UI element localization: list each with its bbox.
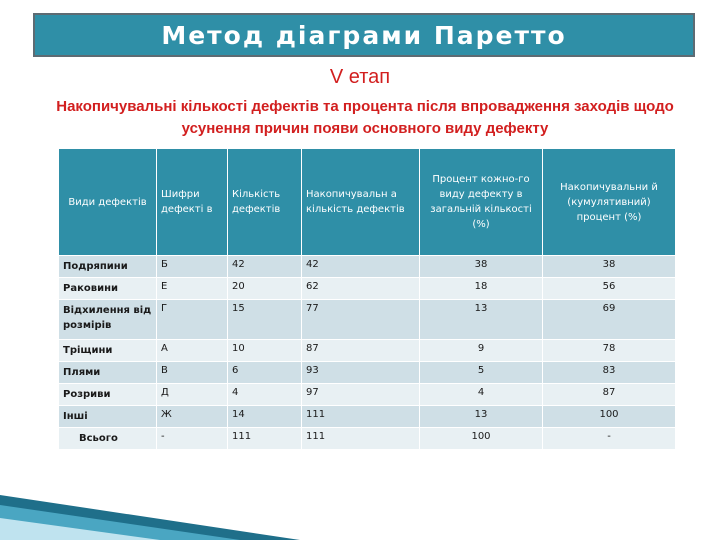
cell-defect-code: Д: [157, 384, 228, 406]
slide-title: Метод діаграми Паретто: [33, 13, 695, 57]
header-percent: Процент кожно-го виду дефекту в загальній кількості (%): [420, 149, 543, 256]
cell-defect-code: А: [157, 340, 228, 362]
corner-decoration: [0, 440, 300, 540]
cell-defect-count: 20: [228, 278, 302, 300]
cell-percent: 13: [420, 406, 543, 428]
header-defect-count: Кількість дефектів: [228, 149, 302, 256]
cell-cumulative-percent: -: [543, 428, 676, 450]
cell-percent: 5: [420, 362, 543, 384]
table-row: [59, 340, 676, 362]
cell-cumulative-percent: 87: [543, 384, 676, 406]
header-defect-type: Види дефектів: [59, 149, 157, 256]
cell-defect-count: 111: [228, 428, 302, 450]
cell-cumulative-count: 42: [302, 256, 420, 278]
cell-defect-count: 14: [228, 406, 302, 428]
slide-subtitle: Накопичувальні кількості дефектів та процента після впровадження заходів щодо усунення причин появи основного виду дефекту: [56, 98, 674, 137]
header-cumulative-count: Накопичувальн а кількість дефектів: [302, 149, 420, 256]
cell-defect-code: Б: [157, 256, 228, 278]
cell-cumulative-percent: 83: [543, 362, 676, 384]
defects-table: [58, 148, 676, 450]
cell-defect-count: 15: [228, 300, 302, 340]
cell-defect-count: 6: [228, 362, 302, 384]
cell-cumulative-percent: 100: [543, 406, 676, 428]
table-row: [59, 406, 676, 428]
cell-cumulative-count: 87: [302, 340, 420, 362]
cell-defect-count: 10: [228, 340, 302, 362]
cell-defect-type: Плями: [59, 362, 157, 384]
cell-cumulative-percent: 56: [543, 278, 676, 300]
header-cumulative-percent: Накопичувальни й (кумулятивний) процент (%): [543, 149, 676, 256]
cell-percent: 100: [420, 428, 543, 450]
cell-defect-type: Раковини: [59, 278, 157, 300]
cell-defect-code: Ж: [157, 406, 228, 428]
cell-percent: 13: [420, 300, 543, 340]
cell-defect-type: Розриви: [59, 384, 157, 406]
cell-percent: 4: [420, 384, 543, 406]
table-header-row: [59, 149, 676, 256]
cell-defect-type: Всього: [59, 428, 157, 450]
cell-defect-count: 4: [228, 384, 302, 406]
cell-defect-code: В: [157, 362, 228, 384]
table-body: [59, 256, 676, 450]
table-row: [59, 384, 676, 406]
cell-cumulative-count: 111: [302, 428, 420, 450]
cell-defect-count: 42: [228, 256, 302, 278]
cell-cumulative-count: 111: [302, 406, 420, 428]
cell-defect-type: Тріщини: [59, 340, 157, 362]
cell-defect-type: Інші: [59, 406, 157, 428]
table-row: [59, 278, 676, 300]
cell-defect-code: Г: [157, 300, 228, 340]
cell-percent: 38: [420, 256, 543, 278]
cell-cumulative-percent: 78: [543, 340, 676, 362]
cell-cumulative-count: 77: [302, 300, 420, 340]
cell-cumulative-count: 62: [302, 278, 420, 300]
cell-cumulative-percent: 69: [543, 300, 676, 340]
cell-percent: 9: [420, 340, 543, 362]
table-row: [59, 362, 676, 384]
table-row: [59, 300, 676, 340]
cell-defect-type: Подряпини: [59, 256, 157, 278]
cell-percent: 18: [420, 278, 543, 300]
table-row: [59, 256, 676, 278]
cell-defect-code: -: [157, 428, 228, 450]
cell-cumulative-count: 97: [302, 384, 420, 406]
cell-defect-code: Е: [157, 278, 228, 300]
cell-cumulative-percent: 38: [543, 256, 676, 278]
header-defect-code: Шифри дефекті в: [157, 149, 228, 256]
cell-cumulative-count: 93: [302, 362, 420, 384]
cell-defect-type: Відхилення від розмірів: [59, 300, 157, 340]
stage-heading: V етап: [329, 66, 391, 88]
